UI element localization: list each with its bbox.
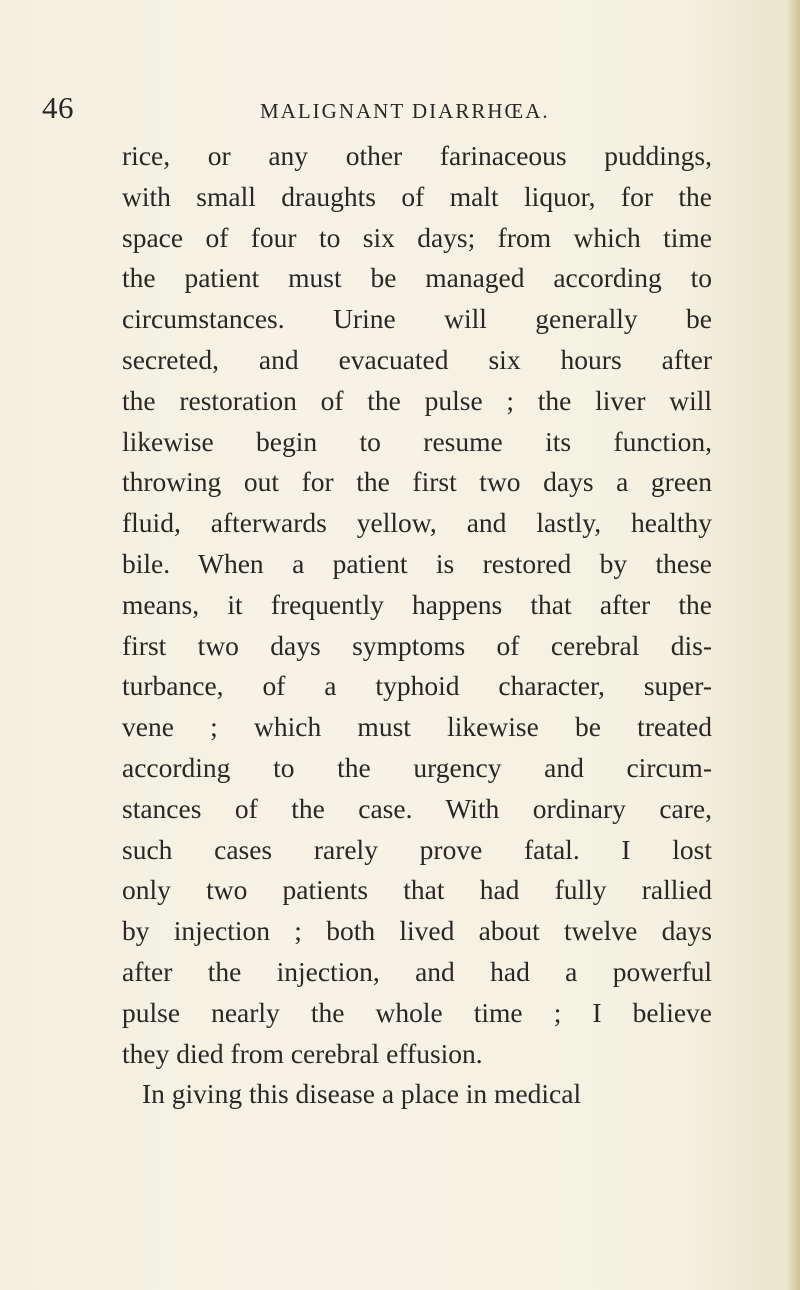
text-line: pulse nearly the whole time ; I believe [122, 996, 712, 1028]
text-line: first two days symptoms of cerebral dis- [122, 629, 712, 661]
text-line: means, it frequently happens that after the [122, 588, 712, 620]
text-line: with small draughts of malt liquor, for the [122, 180, 712, 212]
text-line: turbance, of a typhoid character, super- [122, 670, 712, 702]
body-text [122, 136, 712, 1115]
page-edge-shadow [788, 0, 800, 1290]
text-line: rice, or any other farinaceous puddings, [122, 140, 712, 171]
text-line: bile. When a patient is restored by these [122, 547, 712, 579]
text-line: secreted, and evacuated six hours after [122, 343, 712, 375]
text-line: fluid, afterwards yellow, and lastly, healthy [122, 507, 712, 539]
running-head: MALIGNANT DIARRHŒA. [260, 99, 550, 123]
text-line: the restoration of the pulse ; the liver will [122, 384, 712, 416]
text-line: after the injection, and had a powerful [122, 955, 712, 987]
text-line: they died from cerebral effusion. [122, 1037, 483, 1069]
text-line: likewise begin to resume its function, [122, 425, 712, 457]
text-line: such cases rarely prove fatal. I lost [122, 833, 712, 865]
text-line: throwing out for the first two days a green [122, 466, 712, 498]
text-line: In giving this disease a place in medical [142, 1078, 582, 1110]
text-line: vene ; which must likewise be treated [122, 711, 712, 743]
text-line: the patient must be managed according to [122, 262, 712, 294]
page-number: 46 [42, 90, 74, 125]
text-line: by injection ; both lived about twelve days [122, 915, 712, 947]
text-line: stances of the case. With ordinary care, [122, 792, 712, 824]
text-line: according to the urgency and circum- [122, 751, 712, 783]
text-line: circumstances. Urine will generally be [122, 303, 712, 335]
page-header [0, 88, 800, 138]
text-line: only two patients that had fully rallied [122, 874, 712, 906]
text-line: space of four to six days; from which time [122, 221, 712, 253]
